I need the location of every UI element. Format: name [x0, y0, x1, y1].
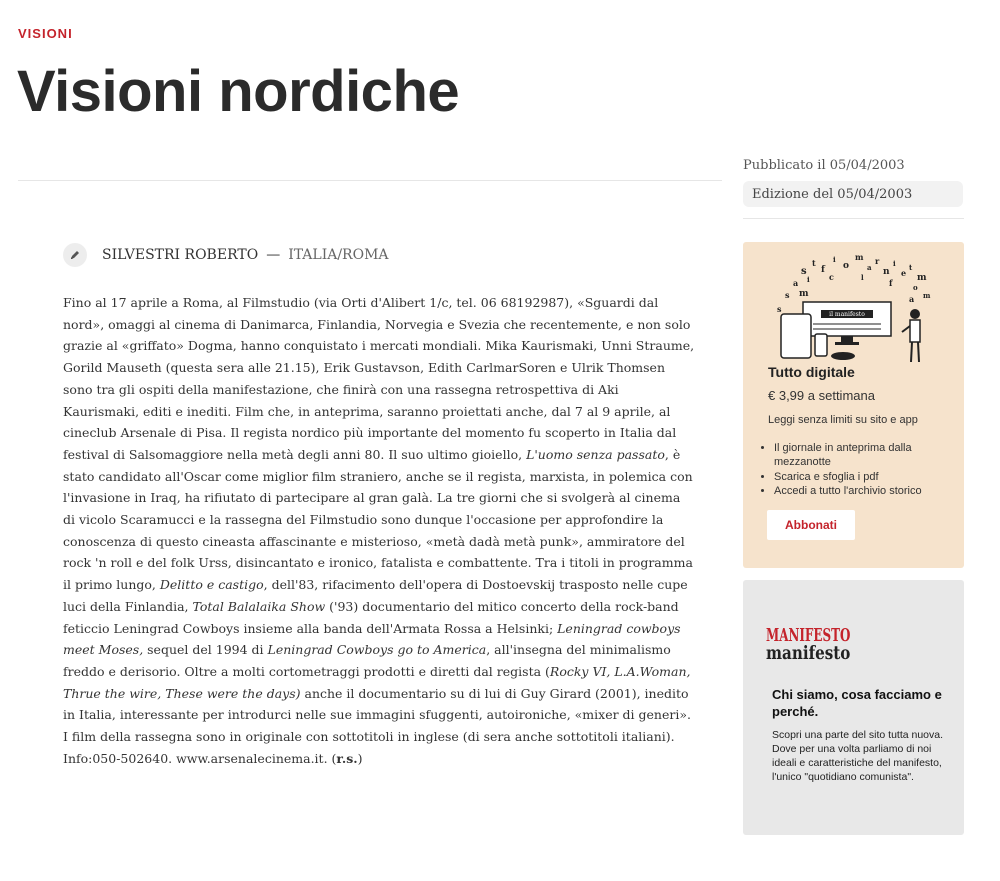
svg-text:m: m	[917, 273, 927, 283]
svg-text:i: i	[893, 259, 896, 268]
edition-date[interactable]: Edizione del 05/04/2003	[743, 181, 963, 207]
subscribe-button[interactable]: Abbonati	[767, 510, 855, 540]
svg-text:il manifesto: il manifesto	[829, 311, 865, 318]
svg-text:f: f	[821, 265, 825, 275]
svg-text:o: o	[843, 261, 850, 271]
svg-text:MANIFESTO: MANIFESTO	[766, 624, 851, 646]
promo-benefits-list	[762, 441, 959, 498]
svg-text:m: m	[923, 291, 931, 300]
title-divider	[18, 180, 722, 181]
promo-subtitle: Leggi senza limiti su sito e app	[768, 414, 918, 426]
author-name[interactable]: SILVESTRI ROBERTO	[102, 247, 259, 263]
byline	[63, 242, 389, 268]
svg-text:i: i	[807, 275, 810, 284]
svg-text:m: m	[855, 252, 864, 262]
svg-text:s: s	[785, 290, 790, 300]
pen-icon	[63, 243, 87, 267]
published-date: Pubblicato il 05/04/2003	[743, 158, 905, 173]
promo-price: € 3,99 a settimana	[768, 388, 875, 403]
article-title: Visioni nordiche	[17, 59, 460, 124]
svg-text:i: i	[833, 255, 836, 264]
svg-text:s: s	[777, 304, 782, 314]
svg-text:r: r	[875, 256, 880, 266]
digital-reading-illustration	[763, 252, 943, 367]
svg-text:a: a	[793, 278, 799, 288]
byline-separator: —	[266, 247, 281, 263]
promo-title: Tutto digitale	[768, 364, 855, 380]
about-title: Chi siamo, cosa facciamo e perché.	[772, 687, 942, 719]
author-location: ITALIA/ROMA	[288, 247, 389, 263]
promo-benefit: • Il giornale in anteprima dalla mezzanotte	[774, 441, 959, 470]
svg-text:c: c	[829, 272, 834, 282]
svg-text:a: a	[867, 263, 872, 272]
svg-text:a: a	[909, 294, 915, 304]
svg-text:n: n	[883, 267, 890, 277]
svg-text:e: e	[901, 268, 907, 278]
article-body: Fino al 17 aprile a Roma, al Filmstudio (via Orti d'Alibert 1/c, tel. 06 68192987), «Sguardi dal nord», omaggi al cinema di Danimarca, Finlandia, Norvegia e Svezia che recentemente, e non solo grazie al «griffato» Dogma, hanno conquistato i mercati mondiali. Mika Kaurismaki, Unni Straume, Gorild Mauseth (questa sera alle 21.15), Erik Gustavson, Edith CarlmarSoren e Ulrik Thomsen sono tra gli ospiti della manifestazione, che finirà con una rassegna retrospettiva di Aki Kaurismaki, editi e inediti. Film che, in anteprima, saranno proiettati anche, dal 7 al 9 aprile, al cineclub Arsenale di Pisa. Il regista nordico più importante del momento fu scoperto in Italia dal festival di Salsomaggiore nella metà degli anni 80. Il suo ultimo gioiello, L'uomo senza passato, è stato candidato all'Oscar come miglior film straniero, anche se il regista, marxista, in polemica con l'invasione in Iraq, ha rifiutato di partecipare al gran galà. La tre giorni che si svolgerà al cinema di vicolo Scaramucci e la rassegna del Filmstudio sono dunque l'occasione per approfondire la conoscenza di questo cineasta affascinante e misterioso, «metà dadà metà punk», ammiratore del rock 'n roll e del folk Urss, disincantato e ironico, fatalista e combattente. Tra i titoli in programma il primo lungo, Delitto e castigo, dell'83, rifacimento dell'opera di Dostoevskij trasposto nelle cupe luci della Finlandia, Total Balalaika Show ('93) documentario del mitico concerto della rock-band feticcio Leningrad Cowboys insieme alla banda dell'Armata Rossa a Helsinki; Leningrad cowboys meet Moses, sequel del 1994 di Leningrad Cowboys go to America, all'insegna del minimalismo freddo e derisorio. Oltre a molti cortometraggi prodotti e diretti dal regista (Rocky VI, L.A.Woman, Thrue the wire, These were the days) anche il documentario su di lui di Guy Girard (2001), inedito in Italia, interessante per introdurci nelle sue immagini sfuggenti, autoironiche, «mixer di generi». I film della rassegna sono in originale con sottotitoli in inglese (di sera anche sottotitoli italiani). Info:050-502640. www.arsenalecinema.it. (r.s.)	[63, 295, 695, 766]
about-text: Scopri una parte del sito tutta nuova. Dove per una volta parliamo di noi ideali e caratteristiche del manifesto, l'unico "quotidiano comunista".	[772, 729, 944, 783]
promo-benefit: • Scarica e sfoglia i pdf	[774, 470, 959, 484]
svg-text:l: l	[861, 273, 864, 282]
sidebar-divider	[743, 218, 964, 219]
svg-text:t: t	[812, 258, 816, 268]
svg-text:o: o	[913, 283, 918, 292]
svg-text:manifesto: manifesto	[766, 643, 851, 665]
manifesto-logo	[743, 617, 858, 667]
svg-text:t: t	[909, 263, 913, 272]
promo-benefit: • Accedi a tutto l'archivio storico	[774, 484, 959, 498]
svg-text:s: s	[801, 266, 807, 277]
svg-text:f: f	[889, 278, 893, 288]
svg-text:m: m	[799, 289, 809, 299]
section-label[interactable]: VISIONI	[18, 26, 73, 41]
